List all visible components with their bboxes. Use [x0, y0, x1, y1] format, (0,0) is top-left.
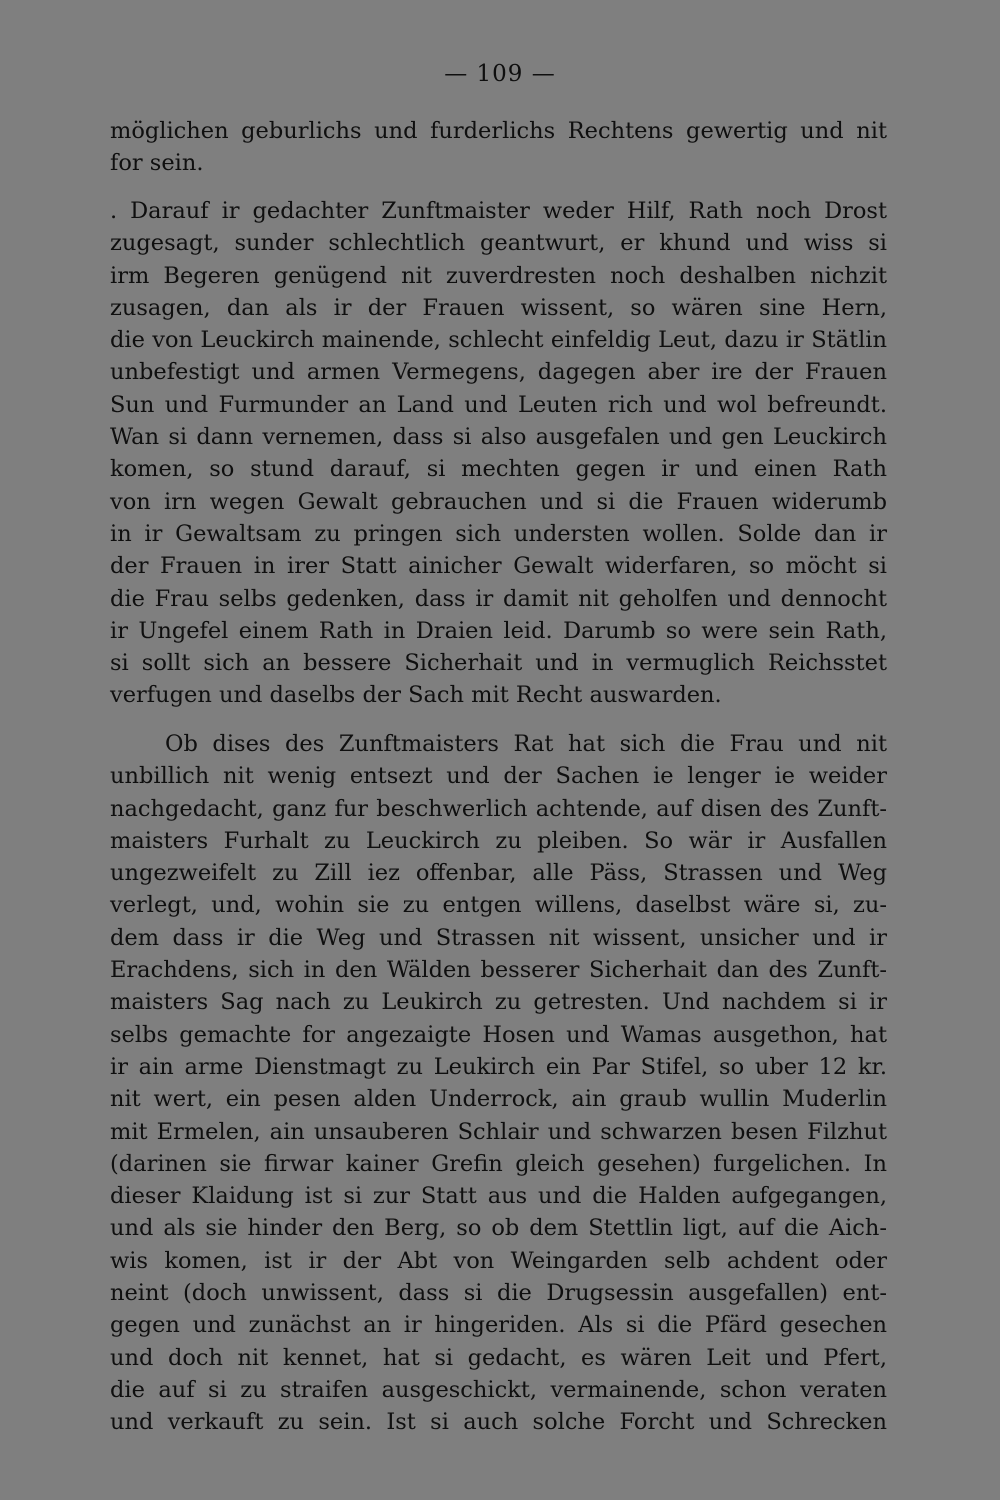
text-line: und doch nit kennet, hat si gedacht, es wären Leit und Pfert,	[110, 1344, 887, 1371]
text-line: gegen und zunächst an ir hingeriden. Als si die Pfärd gesechen	[110, 1312, 887, 1339]
text-line: Ob dises des Zunftmaisters Rat hat sich die Frau und nit	[165, 731, 887, 757]
text-line: (darinen sie firwar kainer Grefin gleich gesehen) furgelichen. In	[110, 1150, 887, 1177]
paragraph-escape-narrative	[110, 728, 887, 1439]
text-line: die auf si zu straifen ausgeschickt, vermainende, schon veraten	[110, 1376, 887, 1403]
text-line: Sun und Furmunder an Land und Leuten rich und wol befreundt.	[110, 391, 887, 418]
text-line: . Darauf ir gedachter Zunftmaister weder Hilf, Rath noch Drost	[110, 198, 887, 224]
text-line: und als sie hinder den Berg, so ob dem Stettlin ligt, auf die Aich-	[110, 1215, 887, 1242]
text-line: nachgedacht, ganz fur beschwerlich achtende, auf disen des Zunft-	[110, 795, 887, 822]
text-line: neint (doch unwissent, dass si die Drugsessin ausgefallen) ent-	[110, 1280, 887, 1307]
text-line: zusagen, dan als ir der Frauen wissent, so wären sine Hern,	[110, 294, 887, 321]
text-line: die von Leuckirch mainende, schlecht einfeldig Leut, dazu ir Stätlin	[110, 327, 887, 354]
text-line: nit wert, ein pesen alden Underrock, ain graub wullin Muderlin	[110, 1086, 887, 1113]
text-line: Wan si dann vernemen, dass si also ausgefalen und gen Leuckirch	[110, 424, 887, 451]
text-line: ungezweifelt zu Zill iez offenbar, alle Päss, Strassen und Weg	[110, 860, 887, 887]
text-line: verlegt, und, wohin sie zu entgen willens, daselbst wäre si, zu-	[110, 892, 887, 919]
text-line: selbs gemachte for angezaigte Hosen und Wamas ausgethon, hat	[110, 1021, 887, 1048]
text-line: verfugen und daselbs der Sach mit Recht auswarden.	[110, 682, 722, 709]
text-line: in ir Gewaltsam zu pringen sich understen wollen. Solde dan ir	[110, 520, 887, 547]
text-line: komen, so stund darauf, si mechten gegen ir und einen Rath	[110, 456, 887, 483]
text-line: unbillich nit wenig entsezt und der Sachen ie lenger ie weider	[110, 763, 887, 790]
text-line: maisters Sag nach zu Leukirch zu getresten. Und nachdem si ir	[110, 989, 887, 1016]
paragraph-continuation	[110, 115, 887, 180]
text-line: maisters Furhalt zu Leuckirch zu pleiben. So wär ir Ausfallen	[110, 827, 887, 854]
text-line: wis komen, ist ir der Abt von Weingarden selb achdent oder	[110, 1247, 887, 1274]
text-line: Erachdens, sich in den Wälden besserer Sicherhait dan des Zunft-	[110, 957, 887, 984]
text-line: zugesagt, sunder schlechtlich geantwurt, er khund und wiss si	[110, 230, 887, 257]
text-line: dem dass ir die Weg und Strassen nit wissent, unsicher und ir	[110, 924, 887, 951]
text-line: und verkauft zu sein. Ist si auch solche Forcht und Schrecken	[110, 1409, 887, 1436]
text-line: dieser Klaidung ist si zur Statt aus und die Halden aufgegangen,	[110, 1183, 887, 1210]
text-line: ir Ungefel einem Rath in Draien leid. Darumb so were sein Rath,	[110, 617, 887, 644]
text-line: for sein.	[110, 150, 204, 177]
text-line: von irn wegen Gewalt gebrauchen und si die Frauen widerumb	[110, 488, 887, 515]
text-line: ir ain arme Dienstmagt zu Leukirch ein Par Stifel, so uber 12 kr.	[110, 1053, 887, 1080]
text-line: der Frauen in irer Statt ainicher Gewalt widerfaren, so möcht si	[110, 553, 887, 580]
text-line: irm Begeren genügend nit zuverdresten noch deshalben nichzit	[110, 262, 887, 289]
text-line: mit Ermelen, ain unsauberen Schlair und schwarzen besen Filzhut	[110, 1118, 887, 1145]
text-line: die Frau selbs gedenken, dass ir damit nit geholfen und dennocht	[110, 585, 887, 612]
page-number: — 109 —	[444, 61, 556, 87]
text-line: unbefestigt und armen Vermegens, dagegen aber ire der Frauen	[110, 359, 887, 386]
text-line: si sollt sich an bessere Sicherhait und in vermuglich Reichsstet	[110, 650, 887, 677]
paragraph-zunftmaister-reply	[110, 195, 887, 712]
text-line: möglichen geburlichs und furderlichs Rechtens gewertig und nit	[110, 118, 887, 144]
